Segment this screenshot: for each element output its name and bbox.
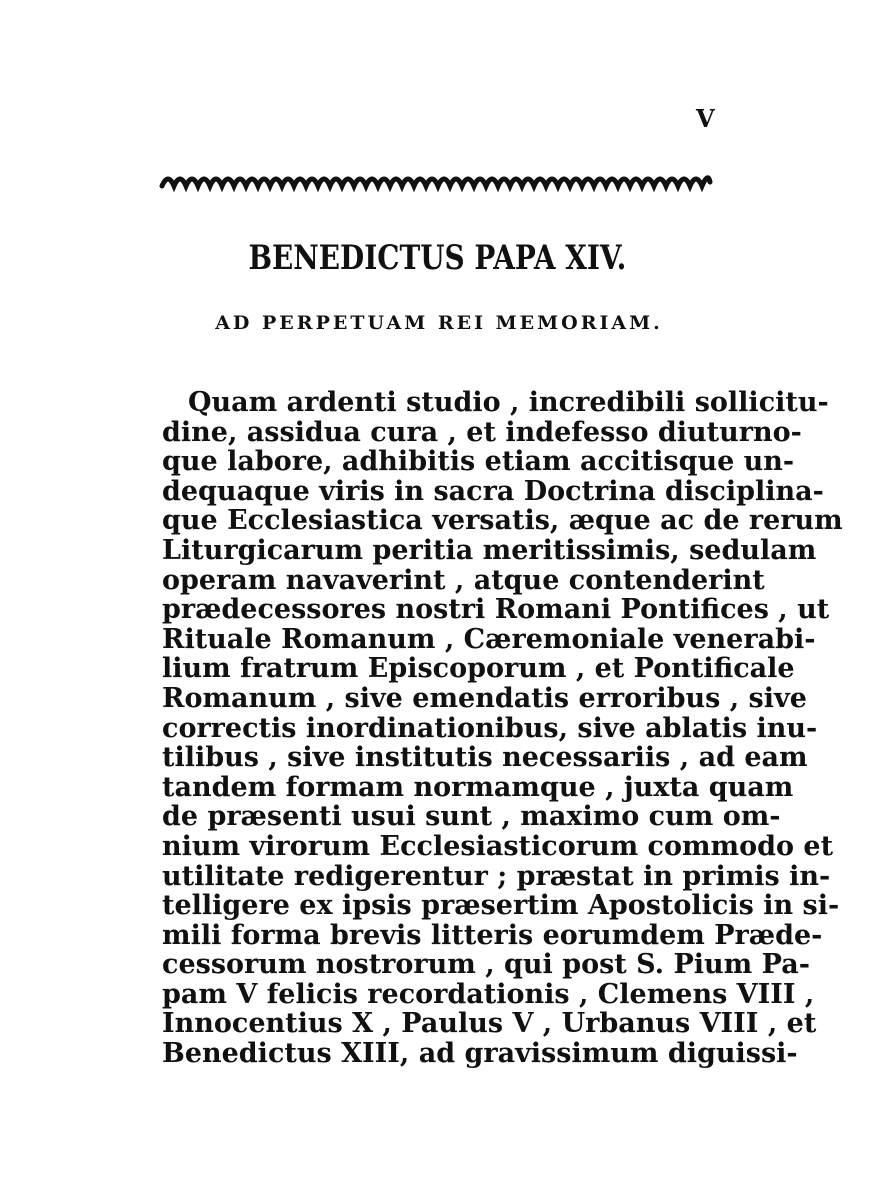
decorative-rule-icon (158, 164, 714, 196)
text-line: operam navaverint , atque contenderint (162, 564, 765, 596)
text-line: dine, assidua cura , et indefesso diuturno- (162, 416, 802, 448)
text-line: cessorum nostrorum , qui post S. Pium Pa- (162, 949, 810, 981)
text-line: Liturgicarum peritia meritissimis, sedulam (162, 534, 817, 566)
text-line: correctis inordinationibus, sive ablatis inu- (162, 712, 818, 744)
text-line: que Ecclesiastica versatis, æque ac de rerum (162, 505, 843, 537)
text-line: Rituale Romanum , Cæremoniale venerabi- (162, 623, 816, 655)
text-line: Romanum , sive emendatis erroribus , sive (162, 682, 807, 714)
text-line: tandem formam normamque , juxta quam (162, 771, 794, 803)
page-title: BENEDICTUS PAPA XIV. (248, 238, 627, 278)
text-line: telligere ex ipsis præsertim Apostolicis in si- (162, 890, 840, 922)
text-line: lium fratrum Episcoporum , et Pontificale (162, 653, 795, 685)
text-line: Benedictus XIII, ad gravissimum diguissi- (162, 1038, 798, 1070)
text-line: dequaque viris in sacra Doctrina disciplina- (162, 475, 824, 507)
text-line: pam V felicis recordationis , Clemens VIII , (162, 978, 815, 1010)
text-line: Innocentius X , Paulus V , Urbanus VIII , et (162, 1008, 817, 1040)
text-line: nium virorum Ecclesiasticorum commodo et (162, 830, 834, 862)
page-number: V (696, 104, 715, 133)
body-text (162, 387, 843, 1070)
text-line: mili forma brevis litteris eorumdem Præde- (162, 919, 823, 951)
page-subtitle: AD PERPETUAM REI MEMORIAM. (215, 312, 663, 334)
text-line: utilitate redigerentur ; præstat in primis in- (162, 860, 831, 892)
text-line: tilibus , sive institutis necessariis , ad eam (162, 742, 808, 774)
text-line: prædecessores nostri Romani Pontifices , ut (162, 594, 830, 626)
text-line: Quam ardenti studio , incredibili sollicitu- (188, 387, 829, 418)
text-line: de præsenti usui sunt , maximo cum om- (162, 801, 781, 833)
text-line: que labore, adhibitis etiam accitisque un- (162, 446, 795, 478)
